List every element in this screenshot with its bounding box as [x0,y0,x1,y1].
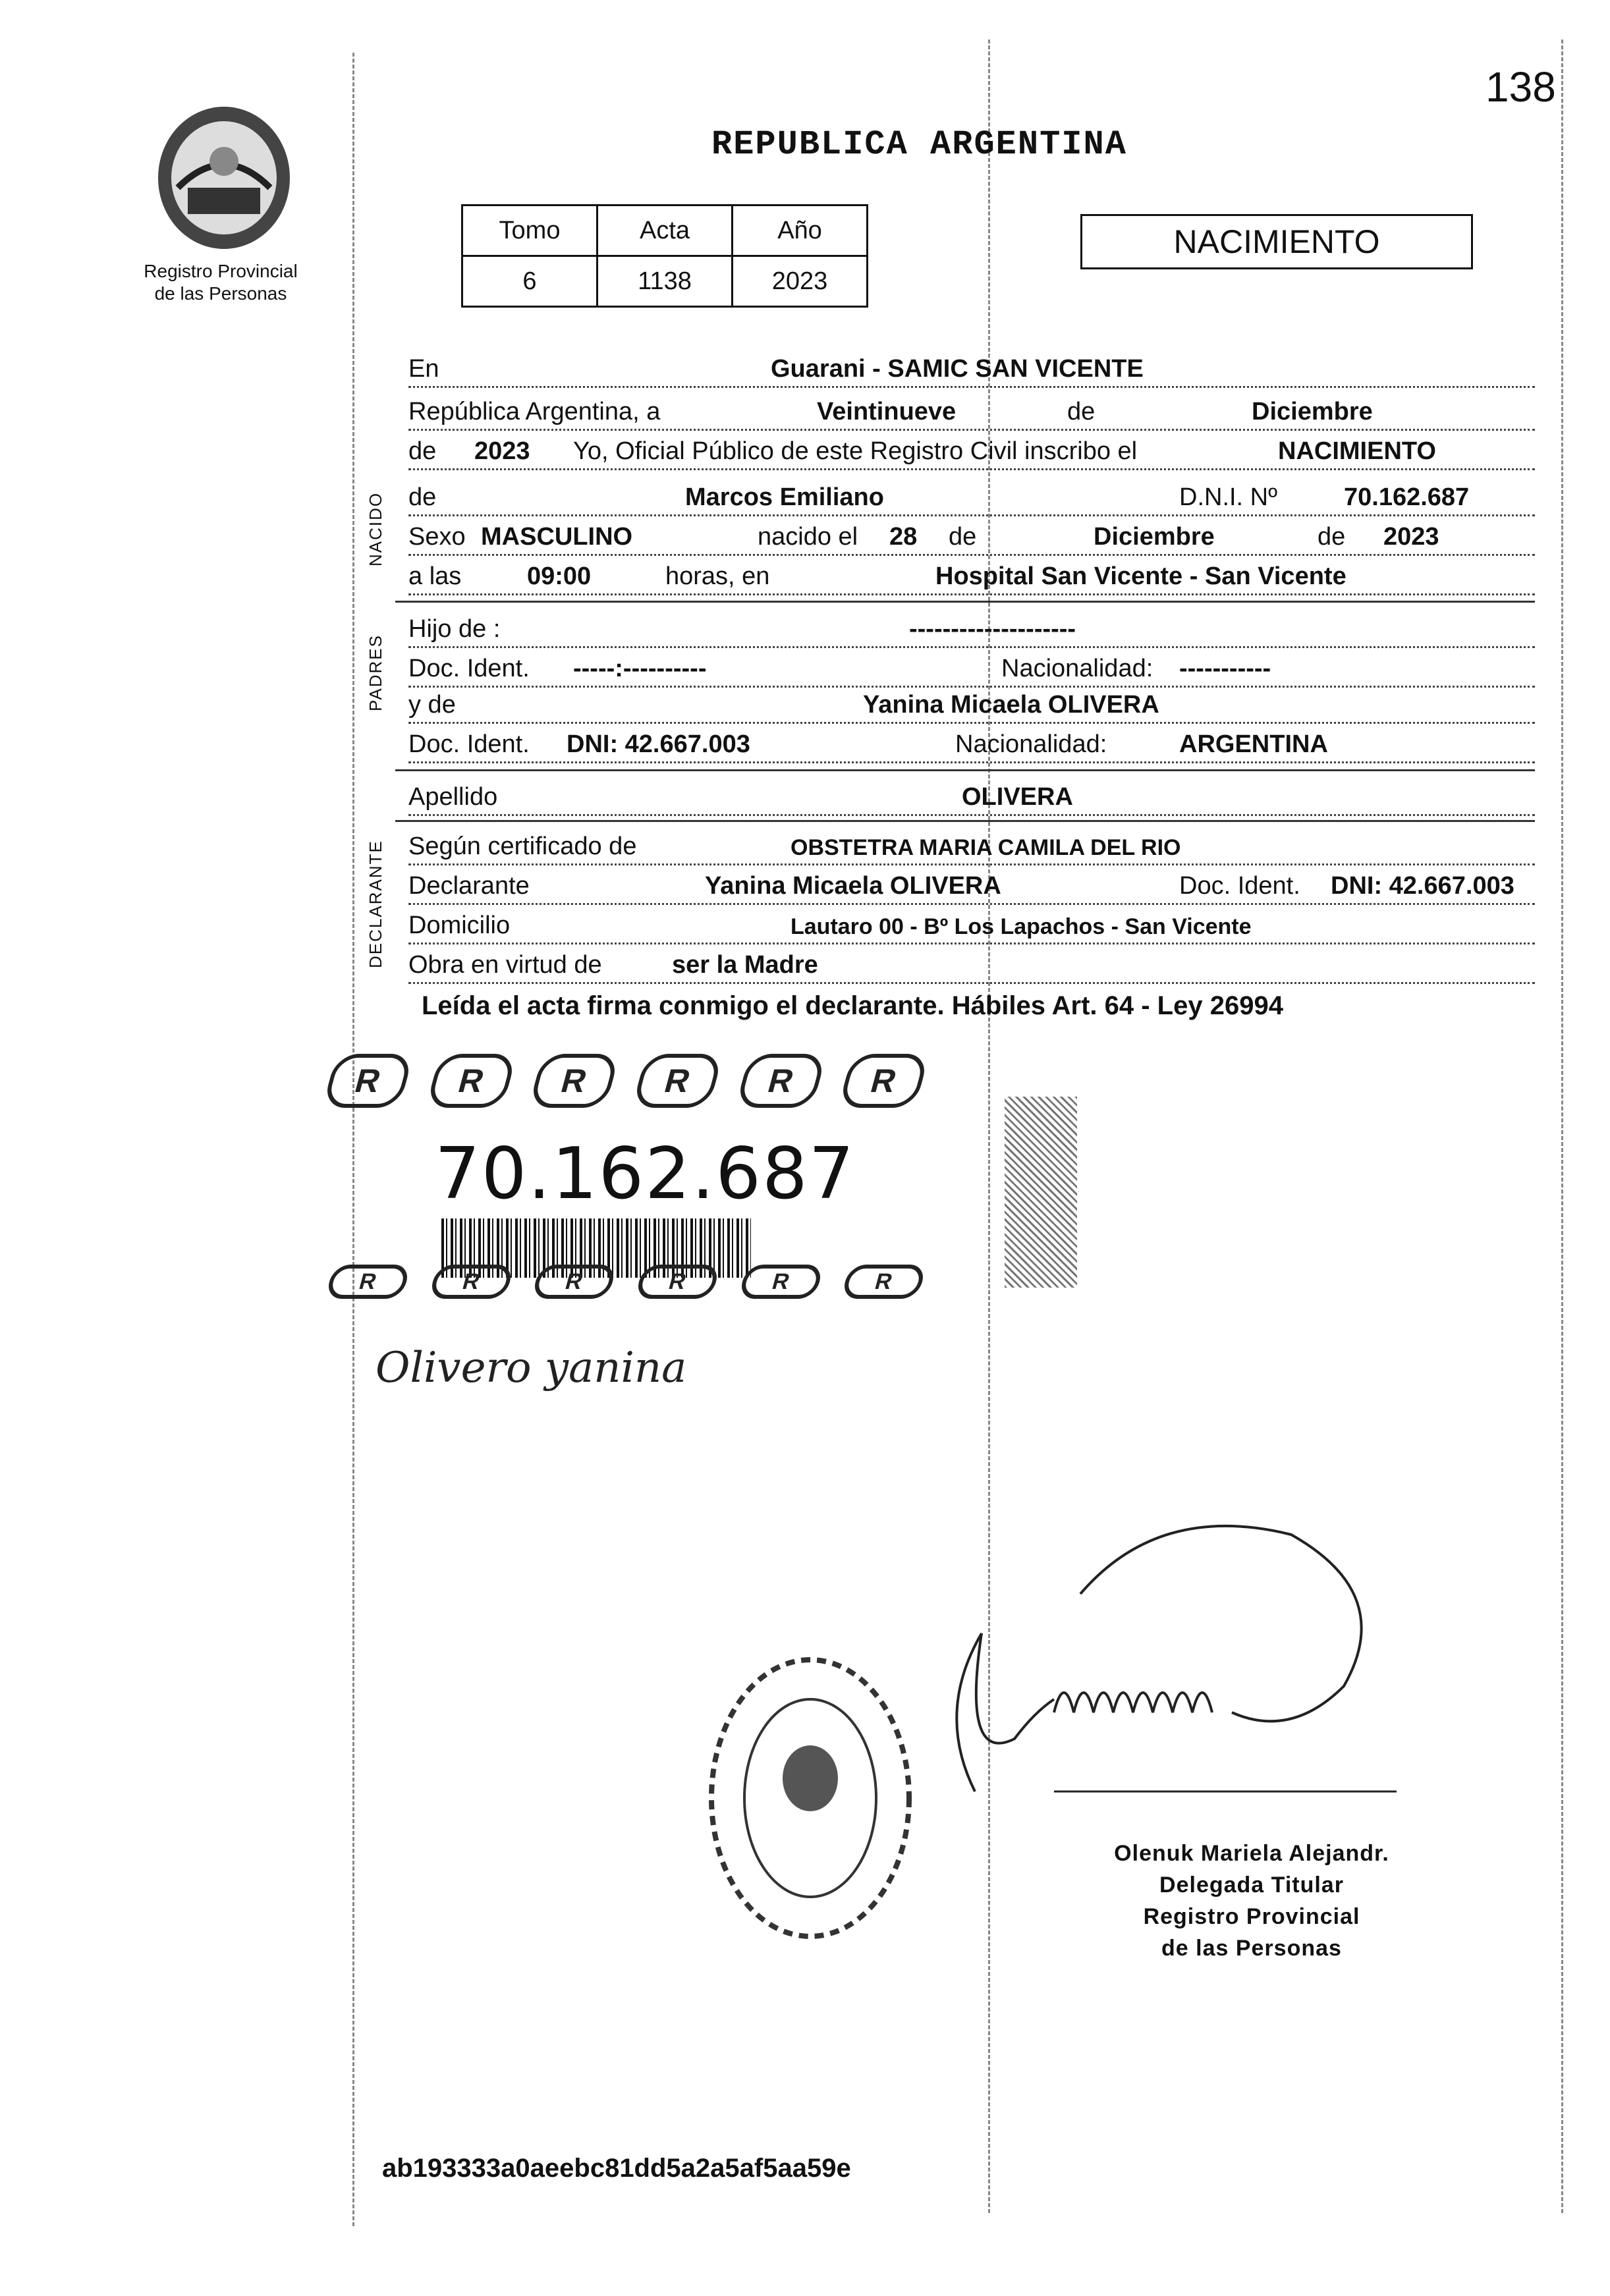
value-dni: 70.162.687 [1344,483,1470,511]
value-en: Guarani - SAMIC SAN VICENTE [771,355,1144,383]
signer-office-line2: de las Personas [1161,1936,1342,1961]
signer-role: Delegada Titular [1159,1872,1344,1898]
row-sexo [408,517,1535,556]
label-certificado: Según certificado de [408,833,637,860]
value-apellido: OLIVERA [962,783,1073,811]
value-madre-nac: ARGENTINA [1179,730,1328,758]
official-stamp-icon [698,1647,922,1950]
label-padre-nac: Nacionalidad: [1001,655,1153,682]
row-madre-doc [408,724,1535,763]
security-band-top [329,1054,922,1107]
row-inscribo [408,431,1535,470]
label-de: de [1067,398,1096,425]
value-dia: Veintinueve [817,398,957,425]
legal-text: Leída el acta firma conmigo el declarante. Hábiles Art. 64 - Ley 26994 [422,991,1283,1020]
label-decl-doc: Doc. Ident. [1179,872,1300,900]
security-r-mark: R [838,1054,930,1108]
label-republica: República Argentina, a [408,398,661,425]
label-padre-doc: Doc. Ident. [408,655,530,682]
record-table-header-acta: Acta [597,205,733,256]
security-r-mark: R [325,1265,411,1299]
label-a-las: a las [408,562,462,590]
signer-office-line1: Registro Provincial [1143,1904,1360,1929]
row-en [408,349,1535,388]
page-number: 138 [1485,63,1556,111]
signer-name: Olenuk Mariela Alejandr. [1114,1841,1389,1866]
security-r-mark: R [531,1265,617,1299]
logo-caption [119,260,323,305]
row-certificado [408,827,1535,865]
document-hash: ab193333a0aeebc81dd5a2a5af5aa59e [382,2154,851,2183]
row-nombre [408,478,1535,516]
logo-caption-line2: de las Personas [154,283,287,304]
section-label-padres: PADRES [366,634,385,711]
value-domicilio: Lautaro 00 - Bº Los Lapachos - San Vicente [791,914,1252,939]
section-label-declarante: DECLARANTE [366,840,385,968]
label-horas-en: horas, en [665,562,770,590]
value-madre: Yanina Micaela OLIVERA [863,691,1159,719]
record-table-header-anio: Año [733,205,868,256]
security-r-mark: R [634,1265,721,1299]
row-domicilio [408,906,1535,944]
row-hijo-de [408,609,1535,648]
document-title: REPUBLICA ARGENTINA [711,125,1127,164]
value-madre-doc: DNI: 42.667.003 [567,730,750,758]
value-decl-doc: DNI: 42.667.003 [1331,872,1514,900]
value-certificado: OBSTETRA MARIA CAMILA DEL RIO [791,835,1181,860]
record-table-value-acta: 1138 [597,256,733,307]
separator [395,769,1535,771]
value-nac-dia: 28 [889,523,918,551]
label-madre-doc: Doc. Ident. [408,730,530,758]
margin-line-left [352,53,354,2226]
margin-line-right [1561,40,1563,2213]
label-inscribo: Yo, Oficial Público de este Registro Civil inscribo el [573,437,1138,465]
province-seal-icon [152,102,296,254]
security-band-bottom [329,1265,922,1298]
value-nombre: Marcos Emiliano [685,483,884,511]
separator [395,601,1535,603]
value-mes: Diciembre [1252,398,1373,425]
security-r-mark: R [738,1265,824,1299]
value-sexo: MASCULINO [481,523,633,551]
label-madre-nac: Nacionalidad: [955,730,1107,758]
value-hora: 09:00 [527,562,592,590]
value-nac-anio: 2023 [1383,523,1439,551]
label-obra: Obra en virtud de [408,951,602,979]
official-signature-icon [922,1515,1423,1844]
row-obra [408,945,1535,984]
record-table-header-tomo: Tomo [462,205,597,256]
signer-block [1080,1838,1423,1964]
value-padre: -------------------- [909,615,1076,643]
value-nac-mes: Diciembre [1094,523,1215,551]
dni-large-print: 70.162.687 [435,1133,856,1215]
label-apellido: Apellido [408,783,498,811]
separator [395,820,1535,822]
label-dni: D.N.I. Nº [1179,483,1277,511]
security-r-mark: R [322,1054,414,1108]
value-padre-doc: -----:---------- [573,655,707,682]
value-padre-nac: ----------- [1179,655,1271,682]
label-nac-de: de [949,523,977,551]
security-r-mark: R [426,1054,517,1108]
label-sexo: Sexo [408,523,466,551]
row-padre-doc [408,649,1535,688]
label-de2: de [408,437,437,465]
value-obra: ser la Madre [672,951,818,979]
label-nac-de2: de [1318,523,1346,551]
label-hijo-de: Hijo de : [408,615,501,643]
label-domicilio: Domicilio [408,912,511,939]
record-table-value-anio: 2023 [733,256,868,307]
label-nacido-el: nacido el [758,523,858,551]
value-inscribo: NACIMIENTO [1278,437,1436,465]
security-r-mark: R [841,1265,927,1299]
value-lugar: Hospital San Vicente - San Vicente [935,562,1346,590]
row-declarante [408,866,1535,905]
label-declarante: Declarante [408,872,530,900]
row-apellido [408,777,1535,816]
row-fecha [408,392,1535,431]
act-type-box: NACIMIENTO [1080,214,1473,269]
security-r-mark: R [428,1265,514,1299]
security-pattern-icon [1005,1097,1077,1288]
value-declarante: Yanina Micaela OLIVERA [705,872,1001,900]
security-r-mark: R [632,1054,723,1108]
record-table-value-tomo: 6 [462,256,597,307]
logo-caption-line1: Registro Provincial [144,261,298,281]
value-anio: 2023 [474,437,530,465]
row-madre [408,685,1535,724]
declarant-signature: Olivero yanina [375,1344,687,1392]
row-hora [408,557,1535,595]
section-label-nacido: NACIDO [366,491,385,566]
label-de-nombre: de [408,483,437,511]
security-r-mark: R [735,1054,827,1108]
record-table [461,204,868,308]
label-en: En [408,355,439,383]
security-r-mark: R [528,1054,620,1108]
label-y-de: y de [408,691,456,719]
